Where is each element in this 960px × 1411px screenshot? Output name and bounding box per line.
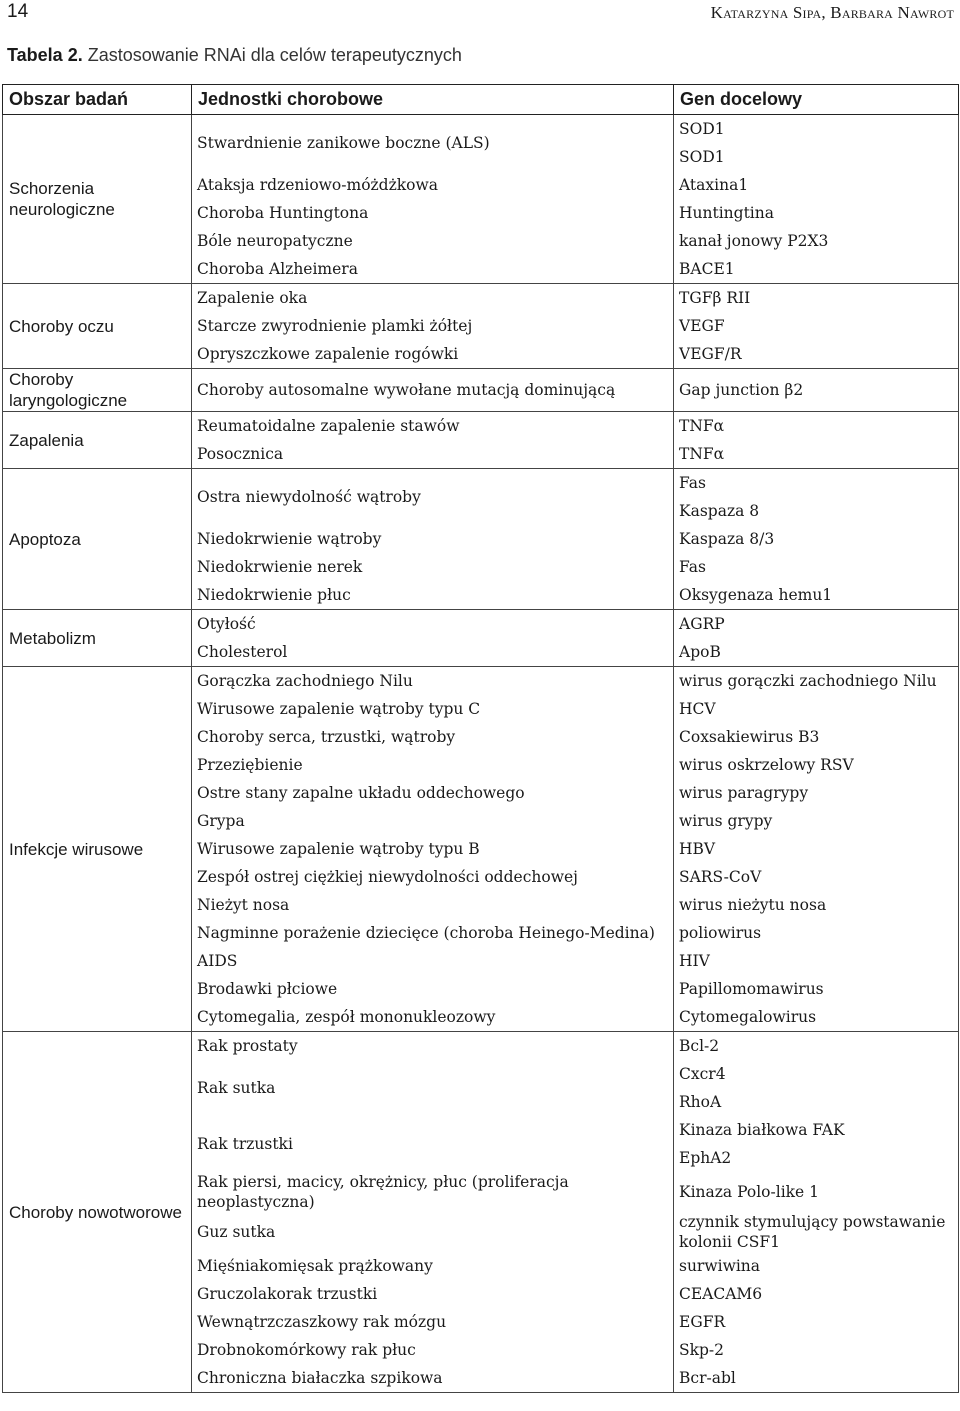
disease-cell: Nagminne porażenie dziecięce (choroba Heinego-Medina) [192, 919, 674, 947]
research-area-cell: Schorzenia neurologiczne [3, 115, 192, 284]
research-area-cell: Apoptoza [3, 469, 192, 610]
disease-cell: Ostre stany zapalne układu oddechowego [192, 779, 674, 807]
disease-cell: Rak trzustki [192, 1116, 674, 1172]
disease-cell: Choroby serca, trzustki, wątroby [192, 723, 674, 751]
table-caption [7, 45, 462, 66]
disease-cell: Rak prostaty [192, 1032, 674, 1061]
disease-cell: Cytomegalia, zespół mononukleozowy [192, 1003, 674, 1032]
table-row [3, 412, 959, 441]
target-gene-cell: VEGF [674, 312, 959, 340]
target-gene-cell: AGRP [674, 610, 959, 639]
target-gene-cell: Cytomegalowirus [674, 1003, 959, 1032]
target-gene-cell: Cxcr4 [674, 1060, 959, 1088]
target-gene-cell: BACE1 [674, 255, 959, 284]
target-gene-cell: EGFR [674, 1308, 959, 1336]
target-gene-cell: wirus oskrzelowy RSV [674, 751, 959, 779]
disease-cell: Cholesterol [192, 638, 674, 667]
target-gene-cell: Kaspaza 8/3 [674, 525, 959, 553]
column-header-area: Obszar badań [3, 85, 192, 115]
column-header-disease: Jednostki chorobowe [192, 85, 674, 115]
disease-cell: Brodawki płciowe [192, 975, 674, 1003]
target-gene-cell: czynnik stymulujący powstawanie kolonii CSF1 [674, 1212, 959, 1252]
disease-cell: Starcze zwyrodnienie plamki żółtej [192, 312, 674, 340]
running-header-authors: Katarzyna Sipa, Barbara Nawrot [710, 3, 954, 22]
target-gene-cell: SOD1 [674, 143, 959, 171]
target-gene-cell: Kaspaza 8 [674, 497, 959, 525]
target-gene-cell: Bcr-abl [674, 1364, 959, 1393]
table-row [3, 284, 959, 313]
table-row [3, 369, 959, 412]
disease-cell: Drobnokomórkowy rak płuc [192, 1336, 674, 1364]
table-header-row [3, 85, 959, 115]
research-area-cell: Metabolizm [3, 610, 192, 667]
target-gene-cell: ApoB [674, 638, 959, 667]
disease-cell: Gruczolakorak trzustki [192, 1280, 674, 1308]
disease-cell: Mięśniakomięsak prążkowany [192, 1252, 674, 1280]
disease-cell: Niedokrwienie nerek [192, 553, 674, 581]
target-gene-cell: wirus nieżytu nosa [674, 891, 959, 919]
target-gene-cell: TNFα [674, 412, 959, 441]
disease-cell: Niedokrwienie płuc [192, 581, 674, 610]
disease-cell: Wirusowe zapalenie wątroby typu C [192, 695, 674, 723]
table-row [3, 1032, 959, 1061]
disease-cell: Nieżyt nosa [192, 891, 674, 919]
target-gene-cell: RhoA [674, 1088, 959, 1116]
target-gene-cell: TNFα [674, 440, 959, 469]
target-gene-cell: Kinaza białkowa FAK [674, 1116, 959, 1144]
target-gene-cell: Coxsakiewirus B3 [674, 723, 959, 751]
target-gene-cell: Bcl-2 [674, 1032, 959, 1061]
rnai-applications-table [2, 84, 959, 1393]
target-gene-cell: Oksygenaza hemu1 [674, 581, 959, 610]
research-area-cell: Choroby oczu [3, 284, 192, 369]
disease-cell: Zespół ostrej ciężkiej niewydolności oddechowej [192, 863, 674, 891]
disease-cell: Posocznica [192, 440, 674, 469]
target-gene-cell: poliowirus [674, 919, 959, 947]
page-number: 14 [7, 1, 29, 22]
target-gene-cell: Huntingtina [674, 199, 959, 227]
column-header-gene: Gen docelowy [674, 85, 959, 115]
target-gene-cell: TGFβ RII [674, 284, 959, 313]
disease-cell: Wewnątrzczaszkowy rak mózgu [192, 1308, 674, 1336]
disease-cell: Wirusowe zapalenie wątroby typu B [192, 835, 674, 863]
target-gene-cell: SARS-CoV [674, 863, 959, 891]
target-gene-cell: VEGF/R [674, 340, 959, 369]
target-gene-cell: wirus paragrypy [674, 779, 959, 807]
table-row [3, 610, 959, 639]
disease-cell: Opryszczkowe zapalenie rogówki [192, 340, 674, 369]
target-gene-cell: kanał jonowy P2X3 [674, 227, 959, 255]
table-body [3, 115, 959, 1393]
disease-cell: Bóle neuropatyczne [192, 227, 674, 255]
target-gene-cell: wirus gorączki zachodniego Nilu [674, 667, 959, 696]
disease-cell: Grypa [192, 807, 674, 835]
disease-cell: Guz sutka [192, 1212, 674, 1252]
target-gene-cell: Fas [674, 469, 959, 498]
table-row [3, 469, 959, 498]
disease-cell: Choroba Huntingtona [192, 199, 674, 227]
target-gene-cell: Ataxina1 [674, 171, 959, 199]
disease-cell: Ostra niewydolność wątroby [192, 469, 674, 526]
target-gene-cell: CEACAM6 [674, 1280, 959, 1308]
disease-cell: Otyłość [192, 610, 674, 639]
target-gene-cell: surwiwina [674, 1252, 959, 1280]
disease-cell: AIDS [192, 947, 674, 975]
disease-cell: Zapalenie oka [192, 284, 674, 313]
disease-cell: Ataksja rdzeniowo-móżdżkowa [192, 171, 674, 199]
target-gene-cell: Gap junction β2 [674, 369, 959, 412]
disease-cell: Przeziębienie [192, 751, 674, 779]
target-gene-cell: wirus grypy [674, 807, 959, 835]
target-gene-cell: Skp-2 [674, 1336, 959, 1364]
research-area-cell: Infekcje wirusowe [3, 667, 192, 1032]
research-area-cell: Choroby nowotworowe [3, 1032, 192, 1393]
target-gene-cell: Fas [674, 553, 959, 581]
target-gene-cell: EphA2 [674, 1144, 959, 1172]
target-gene-cell: SOD1 [674, 115, 959, 144]
research-area-cell: Choroby laryngologiczne [3, 369, 192, 412]
target-gene-cell: HBV [674, 835, 959, 863]
research-area-cell: Zapalenia [3, 412, 192, 469]
table-caption-label: Tabela 2. [7, 45, 83, 65]
table-row [3, 115, 959, 144]
target-gene-cell: Papillomomawirus [674, 975, 959, 1003]
disease-cell: Rak sutka [192, 1060, 674, 1116]
disease-cell: Choroby autosomalne wywołane mutacją dominującą [192, 369, 674, 412]
disease-cell: Gorączka zachodniego Nilu [192, 667, 674, 696]
target-gene-cell: Kinaza Polo-like 1 [674, 1172, 959, 1212]
table-row [3, 667, 959, 696]
disease-cell: Niedokrwienie wątroby [192, 525, 674, 553]
disease-cell: Reumatoidalne zapalenie stawów [192, 412, 674, 441]
target-gene-cell: HIV [674, 947, 959, 975]
table-caption-text: Zastosowanie RNAi dla celów terapeutycznych [87, 45, 462, 65]
disease-cell: Rak piersi, macicy, okrężnicy, płuc (proliferacja neoplastyczna) [192, 1172, 674, 1212]
disease-cell: Choroba Alzheimera [192, 255, 674, 284]
disease-cell: Stwardnienie zanikowe boczne (ALS) [192, 115, 674, 172]
target-gene-cell: HCV [674, 695, 959, 723]
disease-cell: Chroniczna białaczka szpikowa [192, 1364, 674, 1393]
